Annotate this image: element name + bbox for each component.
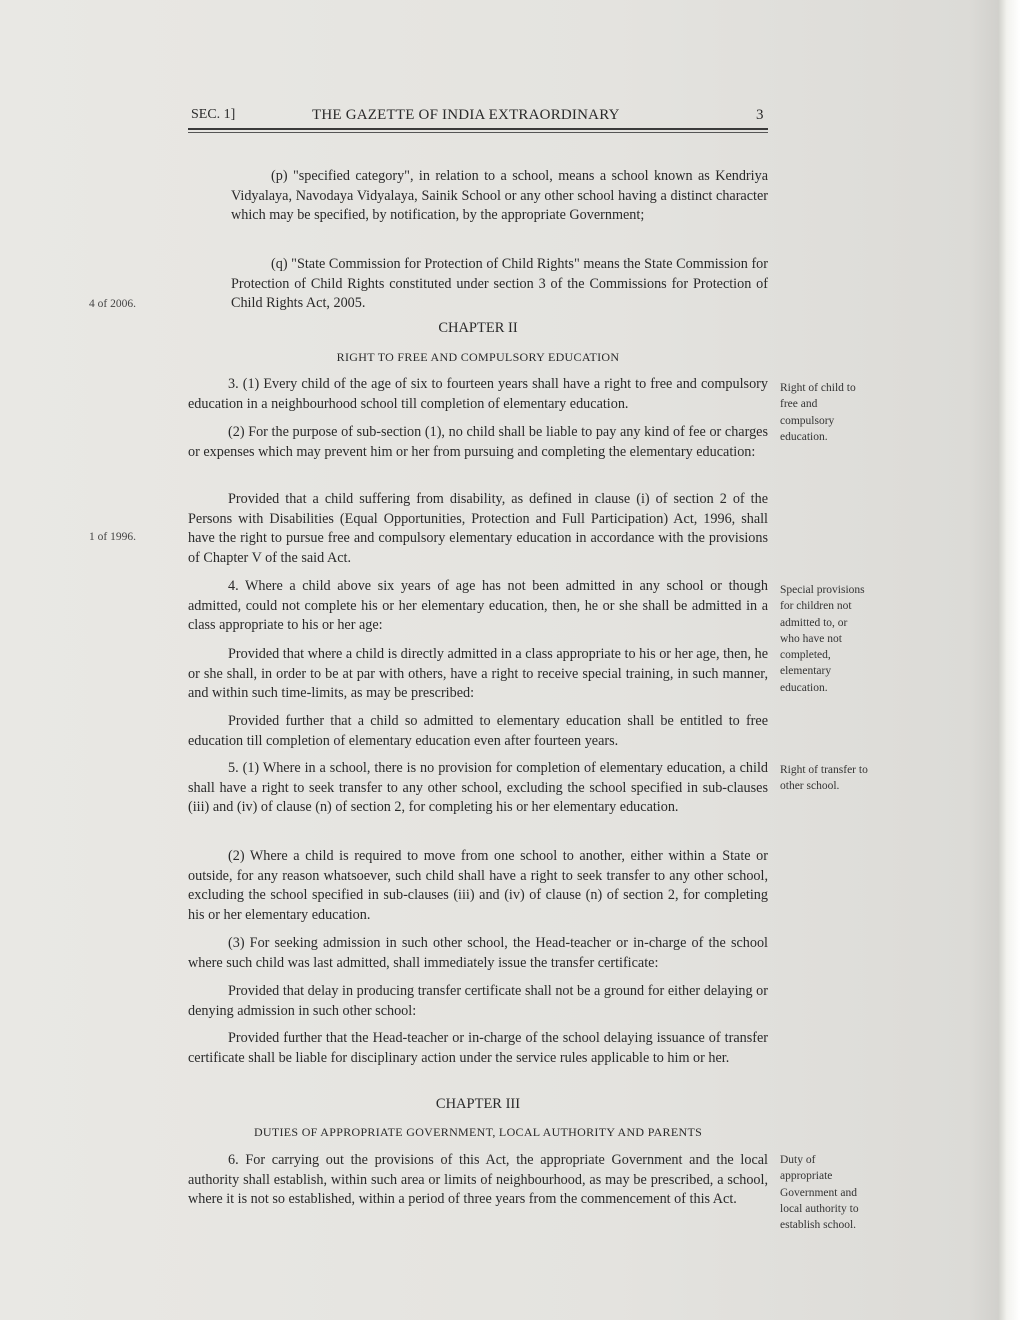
- definition-q: (q) "State Commission for Protection of Child Rights" means the State Commission for Protection of Child Rights constituted under section 3 of the Commissions for Protection of Child Rights Act, 2005.: [231, 256, 768, 312]
- margin-note-section-6: Duty of appropriate Government and local authority to establish school.: [780, 1154, 859, 1232]
- section-5-proviso-1: Provided that delay in producing transfer certificate shall not be a ground for either delaying or denying admission in such other school:: [188, 983, 768, 1019]
- section-3-2: (2) For the purpose of sub-section (1), no child shall be liable to pay any kind of fee or charges or expenses which may prevent him or her from pursuing and completing the elementary education:: [188, 424, 768, 460]
- section-3-proviso: Provided that a child suffering from disability, as defined in clause (i) of section 2 of the Persons with Disabilities (Equal Opportunities, Protection and Full Participation) Act, 1996, shall have the right to pursue free and compulsory elementary education in accordance with the provisions of Chapter V of the said Act.: [188, 491, 768, 566]
- section-5-proviso-2: Provided further that the Head-teacher or in-charge of the school delaying issuance of transfer certificate shall be liable for disciplinary action under the service rules applicable to him or her.: [188, 1030, 768, 1066]
- section-6: 6. For carrying out the provisions of this Act, the appropriate Government and the local authority shall establish, within such area or limits of neighbourhood, as may be prescribed, a school, where it is not so established, within a period of three years from the commencement of this Act.: [188, 1152, 768, 1208]
- margin-note-section-4: Special provisions for children not admitted to, or who have not completed, elementary education.: [780, 584, 865, 694]
- definition-p: (p) "specified category", in relation to a school, means a school known as Kendriya Vidyalaya, Navodaya Vidyalaya, Sainik School or any other school having a distinct character which may be specified, by notification, by the appropriate Government;: [231, 168, 768, 224]
- section-5-3: (3) For seeking admission in such other school, the Head-teacher or in-charge of the school where such child was last admitted, shall immediately issue the transfer certificate:: [188, 935, 768, 971]
- section-3-1: 3. (1) Every child of the age of six to fourteen years shall have a right to free and compulsory education in a neighbourhood school till completion of elementary education.: [188, 376, 768, 412]
- section-5-1: 5. (1) Where in a school, there is no provision for completion of elementary education, a child shall have a right to seek transfer to any other school, excluding the school specified in sub-clauses (iii) and (iv) of clause (n) of section 2, for completing his or her elementary education.: [188, 760, 768, 816]
- chapter-3-title: CHAPTER III: [435, 1096, 521, 1112]
- margin-note-section-3: Right of child to free and compulsory education.: [780, 382, 856, 443]
- margin-note-section-5: Right of transfer to other school.: [780, 764, 868, 793]
- header-rule: [188, 128, 768, 130]
- section-4-proviso-1: Provided that where a child is directly admitted in a class appropriate to his or her age, then, he or she shall, in order to be at par with others, have a right to receive special training, in such manner, and within such time-limits, as may be prescribed:: [188, 646, 768, 702]
- header-section: SEC. 1]: [191, 107, 236, 122]
- section-4-proviso-2: Provided further that a child so admitted to elementary education shall be entitled to free education till completion of elementary education even after fourteen years.: [188, 713, 768, 749]
- header-title: THE GAZETTE OF INDIA EXTRAORDINARY: [312, 107, 620, 123]
- page-edge: [998, 0, 1020, 1320]
- page-number: 3: [756, 107, 764, 123]
- margin-note-1996: 1 of 1996.: [89, 531, 136, 543]
- chapter-3-subtitle: DUTIES OF APPROPRIATE GOVERNMENT, LOCAL AUTHORITY AND PARENTS: [253, 1125, 703, 1139]
- section-4: 4. Where a child above six years of age has not been admitted in any school or though admitted, could not complete his or her elementary education, then, he or she shall be admitted in a class appropriate to his or her age:: [188, 578, 768, 634]
- chapter-2-subtitle: RIGHT TO FREE AND COMPULSORY EDUCATION: [336, 350, 620, 364]
- margin-note-2006: 4 of 2006.: [89, 298, 136, 310]
- header-rule-thin: [188, 132, 768, 133]
- section-5-2: (2) Where a child is required to move from one school to another, either within a State or outside, for any reason whatsoever, such child shall have a right to seek transfer to any other school, excluding the school specified in sub-clauses (iii) and (iv) of clause (n) of section 2, for completing his or her elementary education.: [188, 848, 768, 923]
- chapter-2-title: CHAPTER II: [438, 320, 518, 336]
